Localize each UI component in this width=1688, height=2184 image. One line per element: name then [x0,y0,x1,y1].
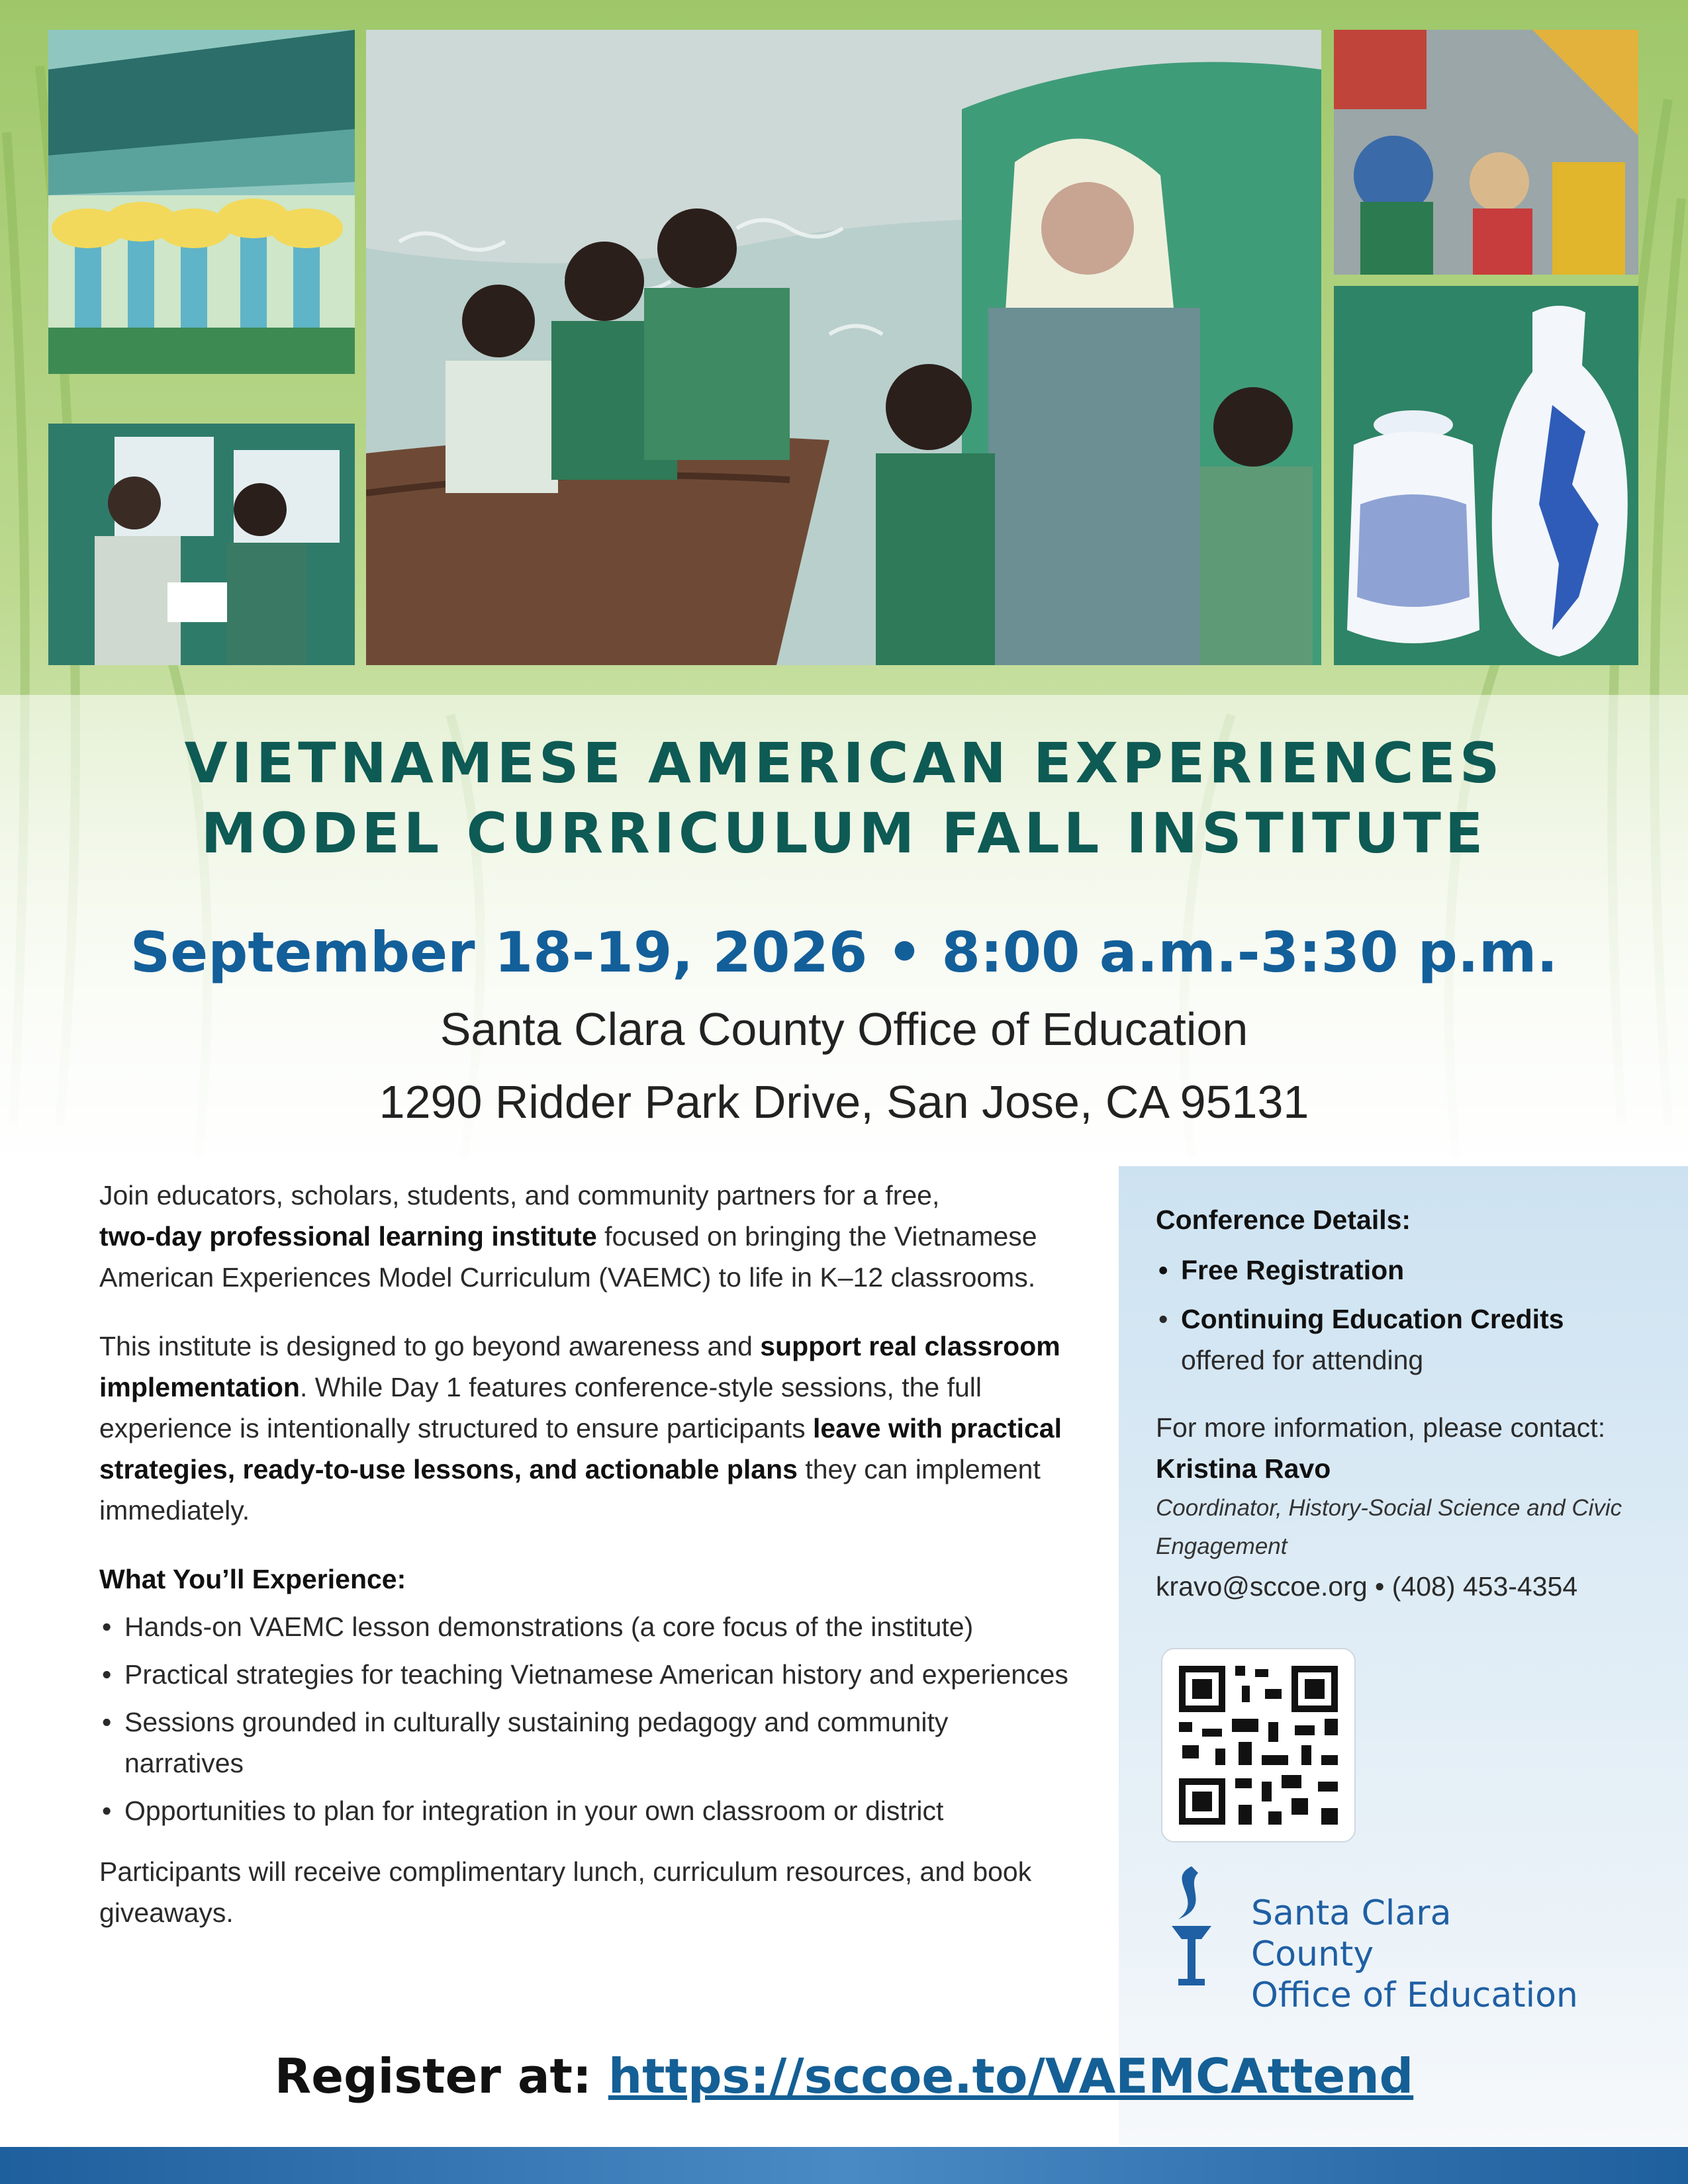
intro-text-2b: . While Day 1 features conference-style sessions, the full experience is intentionally structured to ensure participants [99,1372,982,1443]
register-link[interactable]: https://sccoe.to/VAEMCAttend [608,2048,1414,2104]
intro-paragraph-1 [99,1175,1072,1298]
experience-heading: What You’ll Experience: [99,1564,406,1594]
intro-bold-2a: support real classroom implementation [99,1331,1060,1402]
title-line-1: VIETNAMESE AMERICAN EXPERIENCES [184,731,1504,796]
intro-text-1a: Join educators, scholars, students, and community partners for a free, [99,1180,940,1210]
contact-name: Kristina Ravo [1156,1453,1331,1484]
list-item: • Hands-on VAEMC lesson demonstrations (a core focus of the institute) [99,1606,1072,1647]
title-line-2: MODEL CURRICULUM FALL INSTITUTE [201,801,1487,866]
venue-name: Santa Clara County Office of Education [440,1003,1248,1055]
intro-text-2a: This institute is designed to go beyond awareness and [99,1331,761,1361]
register-label: Register at: [274,2048,608,2104]
sidebar-content [1156,1199,1659,1607]
qr-code[interactable] [1161,1648,1356,1843]
list-item: • Opportunities to plan for integration in your own classroom or district [99,1790,1072,1831]
contact-title: Coordinator, History-Social Science and Civic Engagement [1156,1495,1622,1559]
sidebar-heading: Conference Details: [1156,1205,1411,1235]
closing-paragraph: Participants will receive complimentary lunch, curriculum resources, and book giveaways. [99,1856,1032,1928]
event-date-time: September 18-19, 2026 • 8:00 a.m.-3:30 p.m. [130,920,1558,985]
festival-illustration [1334,30,1638,275]
intro-bold-2b: leave with practical strategies, ready-to-use lessons, and actionable plans [99,1413,1062,1484]
sccoe-logo [1158,1860,1582,2015]
porcelain-vases-illustration [1334,286,1638,665]
list-item: • Free Registration [1156,1250,1659,1291]
contact-line[interactable]: kravo@sccoe.org • (408) 453-4354 [1156,1571,1578,1602]
list-item: • Practical strategies for teaching Vietnamese American history and experiences [99,1654,1072,1695]
list-item [1156,1298,1659,1381]
description-column [99,1175,1072,1961]
intro-paragraph-2 [99,1326,1072,1531]
logo-line-2: Office of Education [1251,1976,1578,2015]
logo-line-1: Santa Clara County [1251,1893,1452,1974]
page-title [0,728,1688,868]
contact-intro: For more information, please contact: [1156,1412,1606,1443]
torch-icon [1172,1866,1211,1985]
details-list [1156,1250,1659,1381]
venue-address: 1290 Ridder Park Drive, San Jose, CA 95131 [379,1076,1309,1128]
experience-list [99,1606,1072,1831]
intro-text-2c: they can implement immediately. [99,1454,1041,1525]
teacher-student-illustration [48,424,355,665]
credits-note: offered for attending [1181,1345,1424,1375]
credits-label: Continuing Education Credits [1181,1304,1564,1334]
intro-bold-1: two-day professional learning institute [99,1221,597,1251]
intro-text-1b: focused on bringing the Vietnamese American Experiences Model Curriculum (VAEMC) to life in K–12 classrooms. [99,1221,1037,1293]
register-line [0,2048,1688,2104]
footer-bar [0,2147,1688,2184]
list-item: • Sessions grounded in culturally sustaining pedagogy and community narratives [99,1702,1072,1784]
pagoda-ao-dai-illustration [48,30,355,374]
boat-family-illustration [366,30,1321,665]
